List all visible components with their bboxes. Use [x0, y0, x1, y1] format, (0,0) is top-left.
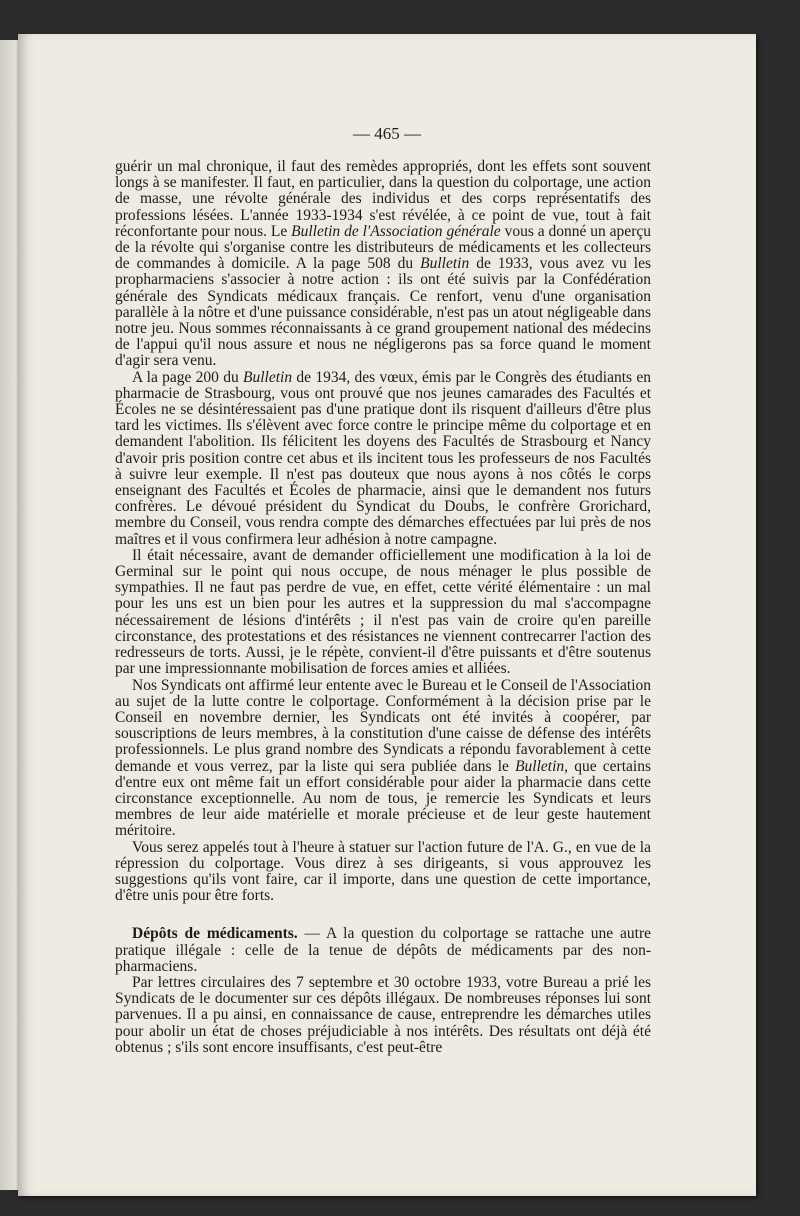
- paragraph-6: Dépôts de médicaments. — A la question du colportage se rattache une autre pratique illégale : celle de la tenue de dépôts de médicaments par des non-pharmaciens.: [115, 925, 651, 975]
- paragraph-7: Par lettres circulaires des 7 septembre et 30 octobre 1933, votre Bureau a prié les Syndicats de le documenter sur ces dépôts illégaux. De nombreuses réponses lui sont parvenues. Il a pu ainsi, en connaissance de cause, entreprendre les démarches utiles pour abolir un état de choses préjudiciable à nos intérêts. Des résultats ont déjà été obtenus ; s'ils sont encore insuffisants, c'est peut-être: [115, 973, 651, 1056]
- paragraph-4: Nos Syndicats ont affirmé leur entente avec le Bureau et le Conseil de l'Association au sujet de la lutte contre le colportage. Conformément à la décision prise par le Conseil en novembre dernier, les Syndicats ont été invités à coopérer, par souscriptions de leurs membres, à la constitution d'une caisse de défense des intérêts professionnels. Le plus grand nombre des Syndicats a répondu favorablement à cette demande et vous verrez, par la liste qui sera publiée dans le Bulletin, que certains d'entre eux ont même fait un effort considérable pour aider la pharmacie dans cette circonstance exceptionnelle. Au nom de tous, je remercie les Syndicats et leurs membres de leur aide matérielle et morale précieuse et de leur geste hautement méritoire.: [115, 676, 651, 840]
- paragraph-5: Vous serez appelés tout à l'heure à statuer sur l'action future de l'A. G., en vue de la répression du colportage. Vous direz à ses dirigeants, si vous approuvez les suggestions qu'ils vont faire, car il importe, dans une question de cette importance, d'être unis pour être forts.: [115, 838, 651, 905]
- book-page: [18, 34, 756, 1196]
- paragraph-1: guérir un mal chronique, il faut des remèdes appropriés, dont les effets sont souvent longs à se manifester. Il faut, en particulier, dans la question du colportage, une action de masse, une révolte générale des individus et des corps représentatifs des professions lésées. L'année 1933-1934 s'est révélée, à ce point de vue, tout à fait réconfortante pour nous. Le Bulletin de l'Association générale vous a donné un aperçu de la révolte qui s'organise contre les distributeurs de médicaments et les collecteurs de commandes à domicile. A la page 508 du Bulletin de 1933, vous avez vu les propharmaciens s'associer à notre action : ils ont été suivis par la Confédération générale des Syndicats médicaux français. Ce renfort, venu d'une organisation parallèle à la nôtre et d'une puissance considérable, n'est pas un atout négligeable dans notre jeu. Nous sommes réconnaissants à ce grand groupement national des médecins de l'appui qu'il nous assure et nous ne négligerons pas sa force quand le moment d'agir sera venu.: [115, 158, 651, 370]
- bulletin-title: Bulletin: [243, 368, 293, 386]
- paragraph-3: Il était nécessaire, avant de demander officiellement une modification à la loi de Germinal sur le point qui nous occupe, de nous ménager le plus possible de sympathies. Il ne faut pas perdre de vue, en effet, cette vérité élémentaire : un mal pour les uns est un bien pour les autres et la suppression du mal s'accompagne nécessairement de lésions d'intérêts ; il n'est pas vain de croire qu'en pareille circonstance, des protestations et des résistances ne viennent contrecarrer l'action des redresseurs de torts. Aussi, je le répète, convient-il d'être puissants et d'être soutenus par une impressionnante mobilisation de forces amies et alliées.: [115, 546, 651, 678]
- section-heading: Dépôts de médicaments.: [132, 925, 298, 943]
- paragraph-2: A la page 200 du Bulletin de 1934, des vœux, émis par le Congrès des étudiants en pharmacie de Strasbourg, vous ont prouvé que nos jeunes camarades des Facultés et Écoles ne se désintéressaient pas d'une pratique dont ils risquent d'ailleurs d'être plus tard les victimes. Ils s'élèvent avec force contre le principe même du colportage et en demandent l'abolition. Ils félicitent les doyens des Facultés de Strasbourg et Nancy d'avoir pris position contre cet abus et ils incitent tous les professeurs de nos Facultés à suivre leur exemple. Il n'est pas douteux que nous ayons à nos côtés le corps enseignant des Facultés et Écoles de pharmacie, ainsi que le demandent nos futurs confrères. Le dévoué président du Syndicat du Doubs, le confrère Grorichard, membre du Conseil, vous rendra compte des démarches effectuées par lui près de nos maîtres et il vous confirmera leur adhésion à notre campagne.: [115, 368, 651, 548]
- body-text: [115, 159, 651, 1056]
- bulletin-title: Bulletin: [515, 757, 565, 775]
- page-number: — 465 —: [353, 124, 421, 143]
- bulletin-title: Bulletin: [420, 255, 470, 273]
- bulletin-title: Bulletin de l'Association générale: [291, 222, 501, 240]
